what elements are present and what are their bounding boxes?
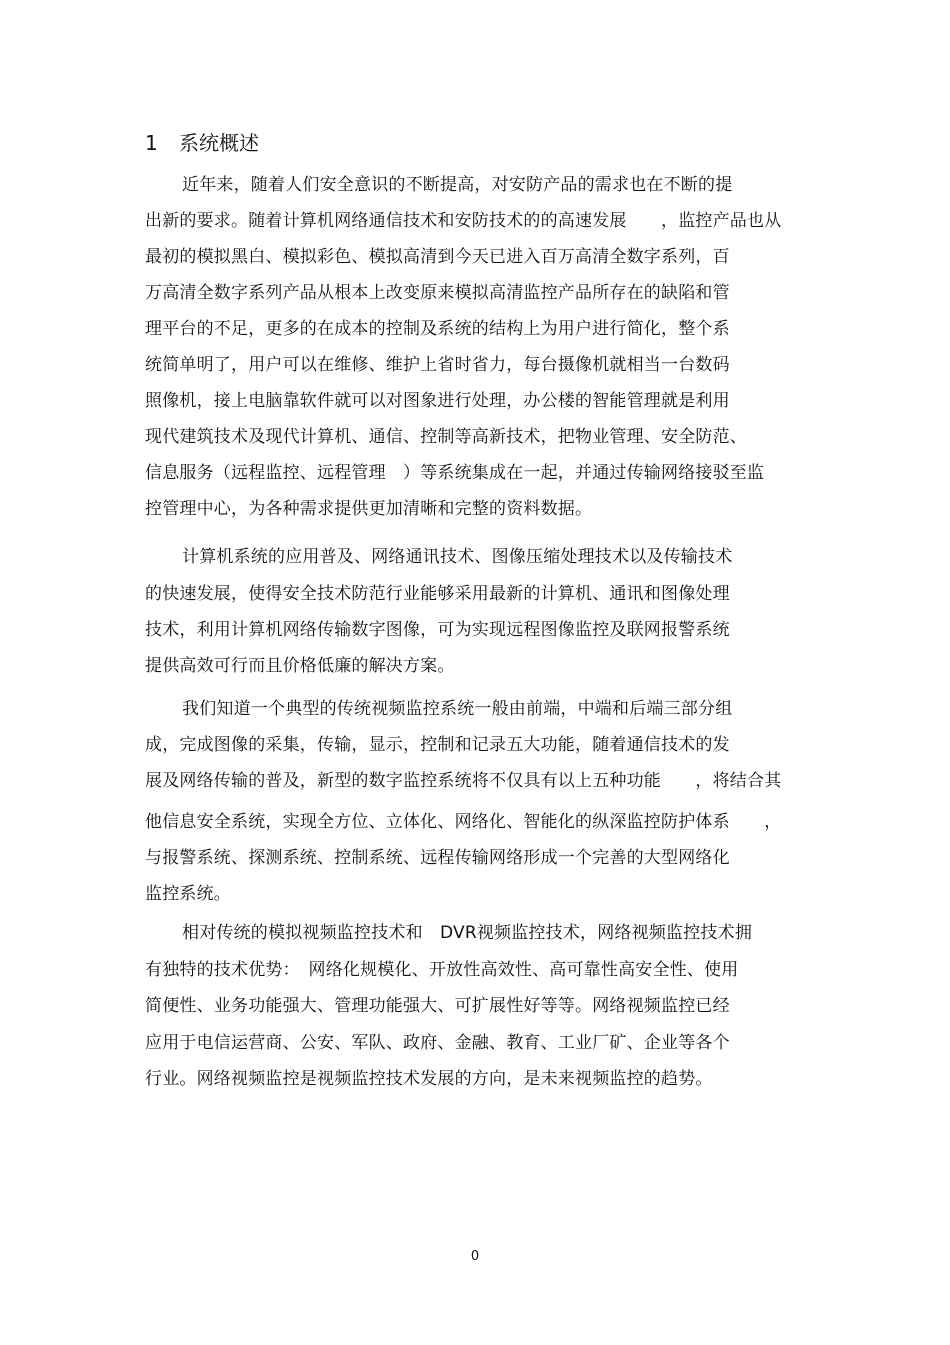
paragraph-3-line-4: 他信息安全系统，实现全方位、立体化、网络化、智能化的纵深监控防护体系 ， <box>145 812 782 832</box>
paragraph-1-line-10: 控管理中心，为各种需求提供更加清晰和完整的资料数据。 <box>145 499 593 519</box>
paragraph-1-line-9: 信息服务（远程监控、远程管理 ）等系统集成在一起，并通过传输网络接驳至监 <box>145 463 765 483</box>
paragraph-1-line-5: 理平台的不足，更多的在成本的控制及系统的结构上为用户进行简化，整个系 <box>145 319 730 339</box>
paragraph-4-line-5: 行业。网络视频监控是视频监控技术发展的方向，是未来视频监控的趋势。 <box>145 1069 713 1089</box>
paragraph-1-line-7: 照像机，接上电脑靠软件就可以对图象进行处理，办公楼的智能管理就是利用 <box>145 391 730 411</box>
paragraph-1-line-4: 万高清全数字系列产品从根本上改变原来模拟高清监控产品所存在的缺陷和管 <box>145 283 730 303</box>
paragraph-4-line-2: 有独特的技术优势： 网络化规模化、开放性高效性、高可靠性高安全性、使用 <box>145 960 739 980</box>
paragraph-4-line-4: 应用于电信运营商、公安、军队、政府、金融、教育、工业厂矿、企业等各个 <box>145 1033 730 1053</box>
paragraph-3-line-6: 监控系统。 <box>145 884 231 904</box>
paragraph-1-line-6: 统简单明了，用户可以在维修、维护上省时省力，每台摄像机就相当一台数码 <box>145 355 730 375</box>
paragraph-2-line-1: 计算机系统的应用普及、网络通讯技术、图像压缩处理技术以及传输技术 <box>182 547 733 567</box>
paragraph-2-line-3: 技术，利用计算机网络传输数字图像，可为实现远程图像监控及联网报警系统 <box>145 620 730 640</box>
paragraph-1-line-8: 现代建筑技术及现代计算机、通信、控制等高新技术，把物业管理、安全防范、 <box>145 427 747 447</box>
paragraph-3-line-1: 我们知道一个典型的传统视频监控系统一般由前端，中端和后端三部分组 <box>182 699 733 719</box>
paragraph-2-line-2: 的快速发展，使得安全技术防范行业能够采用最新的计算机、通讯和图像处理 <box>145 584 730 604</box>
paragraph-3-line-3: 展及网络传输的普及，新型的数字监控系统将不仅具有以上五种功能 ，将结合其 <box>145 771 782 791</box>
section-heading <box>145 128 259 158</box>
paragraph-3-line-2: 成，完成图像的采集，传输，显示，控制和记录五大功能，随着通信技术的发 <box>145 735 730 755</box>
paragraph-1-line-3: 最初的模拟黑白、模拟彩色、模拟高清到今天已进入百万高清全数字系列，百 <box>145 247 730 267</box>
paragraph-3-line-5: 与报警系统、探测系统、控制系统、远程传输网络形成一个完善的大型网络化 <box>145 848 730 868</box>
paragraph-1-line-2: 出新的要求。随着计算机网络通信技术和安防技术的的高速发展 ，监控产品也从 <box>145 211 782 231</box>
paragraph-4-line-3: 简便性、业务功能强大、管理功能强大、可扩展性好等等。网络视频监控已经 <box>145 996 730 1016</box>
section-title: 系统概述 <box>179 131 259 155</box>
paragraph-4-line-1: 相对传统的模拟视频监控技术和 DVR视频监控技术，网络视频监控技术拥 <box>182 923 753 943</box>
page-number: 0 <box>470 1249 480 1264</box>
section-number: 1 <box>145 131 158 155</box>
paragraph-2-line-4: 提供高效可行而且价格低廉的解决方案。 <box>145 656 455 676</box>
paragraph-1-line-1: 近年来，随着人们安全意识的不断提高，对安防产品的需求也在不断的提 <box>182 175 733 195</box>
